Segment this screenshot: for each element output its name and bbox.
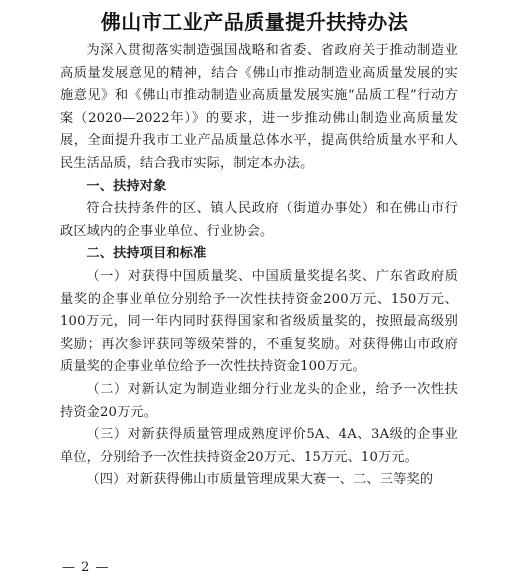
support-targets-paragraph: 符合扶持条件的区、镇人民政府（街道办事处）和在佛山市行政区域内的企事业单位、行业协会。: [60, 201, 458, 239]
support-item-2-paragraph: （二）对新认定为制造业细分行业龙头的企业，给予一次性扶持资金20万元。: [60, 381, 458, 420]
support-item-3-paragraph: （三）对新获得质量管理成熟度评价5A、4A、3A级的企事业单位，分别给予一次性扶持资金20万元、15万元、10万元。: [60, 427, 458, 465]
section-heading-support-items: 二、扶持项目和标准: [86, 246, 207, 262]
support-item-4-paragraph: （四）对新获得佛山市质量管理成果大赛一、二、三等奖的: [86, 472, 434, 488]
page-number: — 2 —: [62, 560, 110, 575]
document-title: 佛山市工业产品质量提升扶持办法: [100, 10, 409, 34]
intro-paragraph: 为深入贯彻落实制造强国战略和省委、省政府关于推动制造业高质量发展意见的精神，结合《佛山市推动制造业高质量发展的实施意见》和《佛山市推动制造业高质量发展实施“品质工程”行动方案（2020—2022年）》的要求，进一步推动佛山制造业高质量发展，全面提升我市工业产品质量总体水平，提高供给质量水平和人民生活品质，结合我市实际，制定本办法。: [60, 43, 458, 171]
document-body: [60, 40, 458, 492]
support-item-1-paragraph: （一）对获得中国质量奖、中国质量奖提名奖、广东省政府质量奖的企事业单位分别给予一次性扶持资金200万元、150万元、100万元，同一年内同时获得国家和省级质量奖的，按照最高级别奖励；再次参评获同等级荣誉的，不重复奖励。对获得佛山市政府质量奖的企事业单位给予一次性扶持资金100万元。: [60, 268, 458, 375]
section-heading-support-targets: 一、扶持对象: [86, 178, 167, 194]
